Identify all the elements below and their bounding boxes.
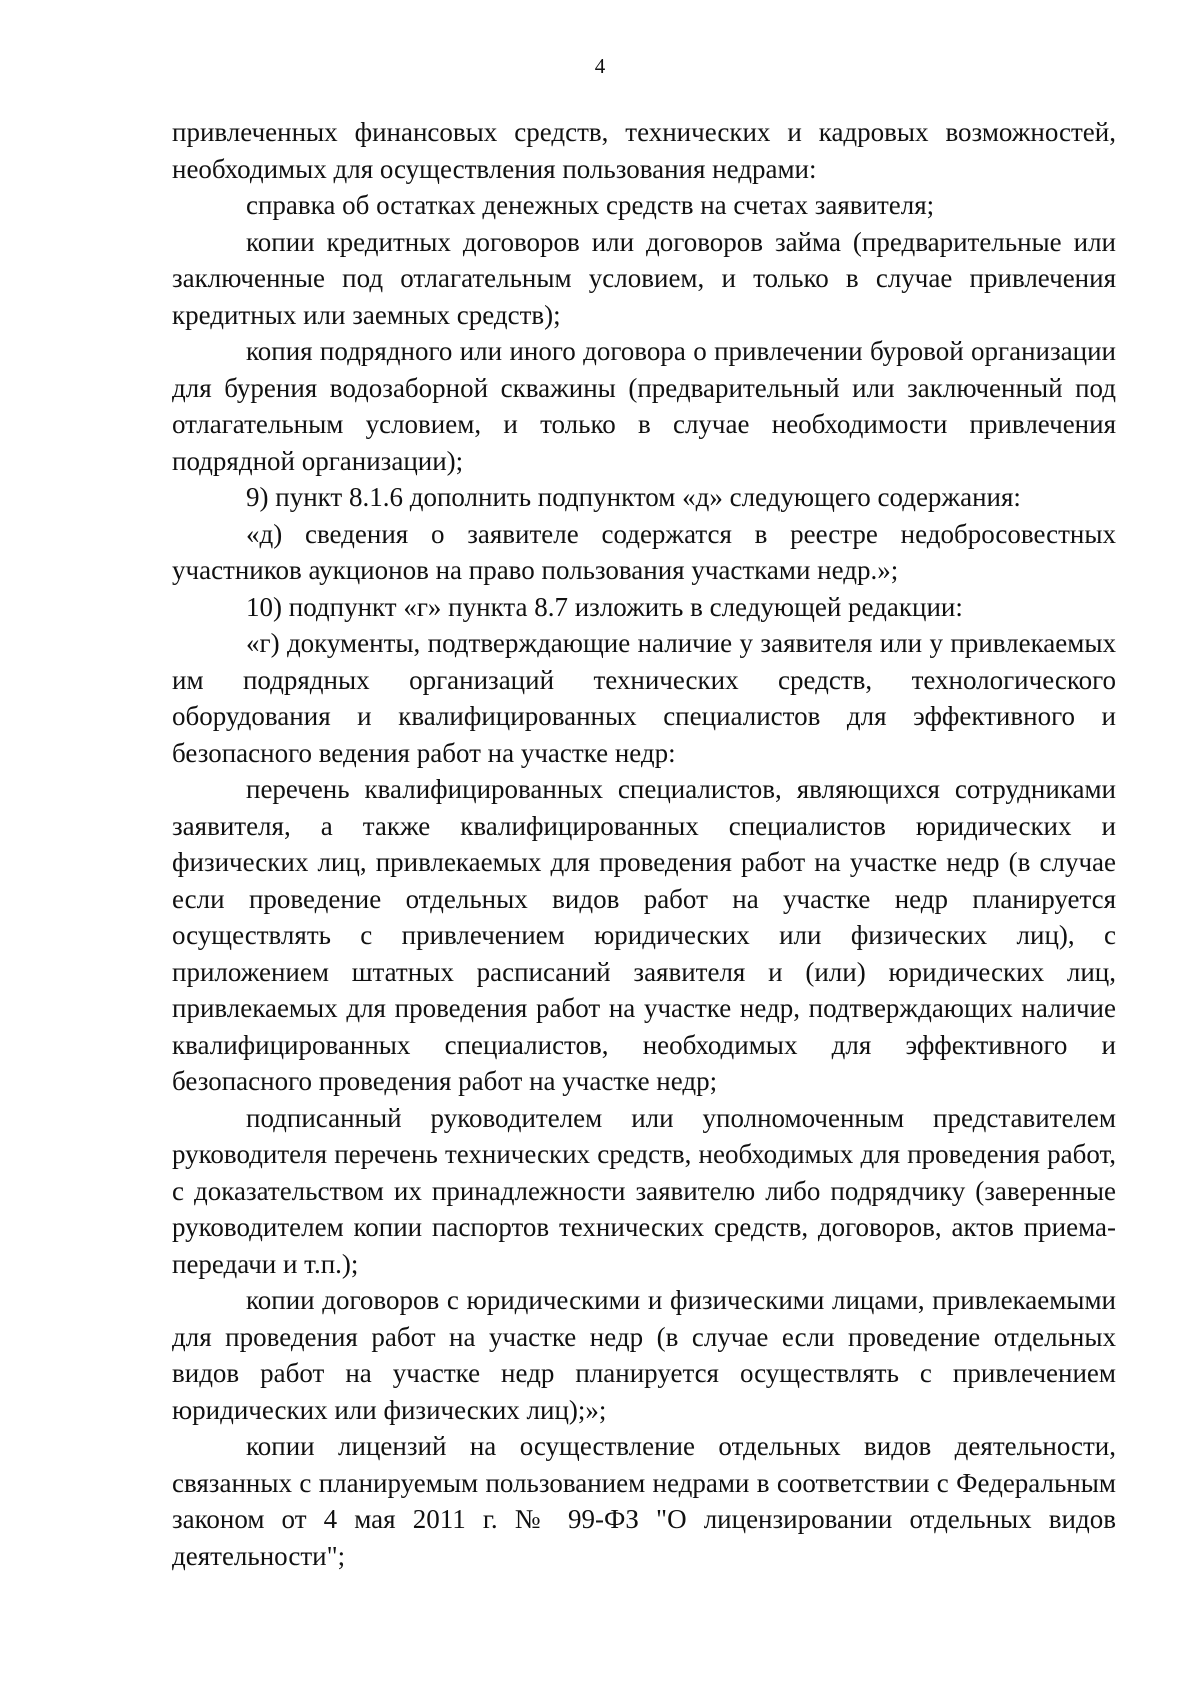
- paragraph: 10) подпункт «г» пункта 8.7 изложить в следующей редакции:: [246, 591, 963, 622]
- paragraph: подписанный руководителем или уполномоченным представителем руководителя перечень технических средств, необходимых для проведения работ, с доказательством их принадлежности заявителю либо подрядчику (заверенные руководителем копии паспортов технических средств, договоров, актов приема-передачи и т.п.);: [172, 1102, 1116, 1279]
- paragraph: копии договоров с юридическими и физическими лицами, привлекаемыми для проведения работ на участке недр (в случае если проведение отдельных видов работ на участке недр планируется осуществлять с привлечением юридических или физических лиц);»;: [172, 1285, 1116, 1425]
- paragraph: копии лицензий на осуществление отдельных видов деятельности, связанных с планируемым пользованием недрами в соответствии с Федеральным законом от 4 мая 2011 г. № 99-ФЗ "О лицензировании отдельных видов деятельности";: [172, 1431, 1116, 1571]
- paragraph: привлеченных финансовых средств, технических и кадровых возможностей, необходимых для осуществления пользования недрами:: [172, 117, 1116, 184]
- document-body: [172, 114, 1116, 1574]
- paragraph: копия подрядного или иного договора о привлечении буровой организации для бурения водозаборной скважины (предварительный или заключенный под отлагательным условием, и только в случае необходимости привлечения подрядной организации);: [172, 336, 1116, 476]
- paragraph: копии кредитных договоров или договоров займа (предварительные или заключенные под отлагательным условием, и только в случае привлечения кредитных или заемных средств);: [172, 226, 1116, 330]
- paragraph: 9) пункт 8.1.6 дополнить подпунктом «д» следующего содержания:: [246, 482, 1021, 512]
- paragraph: «г) документы, подтверждающие наличие у заявителя или у привлекаемых им подрядных организаций технических средств, технологического оборудования и квалифицированных специалистов для эффективного и безопасного ведения работ на участке недр:: [172, 628, 1116, 768]
- paragraph: справка об остатках денежных средств на счетах заявителя;: [246, 190, 935, 220]
- paragraph: «д) сведения о заявителе содержатся в реестре недобросовестных участников аукционов на право пользования участками недр.»;: [172, 518, 1116, 585]
- page-number: 4: [594, 54, 606, 78]
- paragraph: перечень квалифицированных специалистов, являющихся сотрудниками заявителя, а также квалифицированных специалистов юридических и физических лиц, привлекаемых для проведения работ на участке недр (в случае если проведение отдельных видов работ на участке недр планируется осуществлять с привлечением юридических или физических лиц), с приложением штатных расписаний заявителя и (или) юридических лиц, привлекаемых для проведения работ на участке недр, подтверждающих наличие квалифицированных специалистов, необходимых для эффективного и безопасного проведения работ на участке недр;: [172, 774, 1116, 1096]
